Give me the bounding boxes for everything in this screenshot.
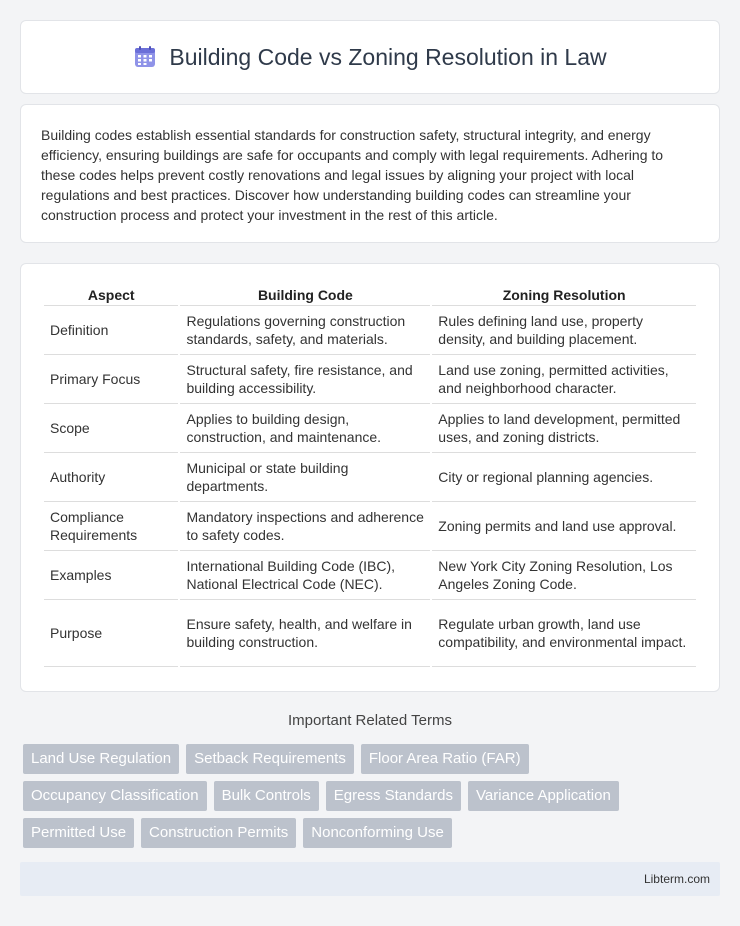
zoning-cell: City or regional planning agencies. <box>432 453 696 502</box>
table-row <box>44 306 696 355</box>
zoning-cell: Zoning permits and land use approval. <box>432 502 696 551</box>
table-row <box>44 551 696 600</box>
aspect-cell: Purpose <box>44 600 178 667</box>
term-tag[interactable]: Bulk Controls <box>214 781 319 811</box>
intro-card <box>20 104 720 243</box>
title-card <box>20 20 720 94</box>
related-terms-list <box>23 744 723 855</box>
footer-site-link[interactable]: Libterm.com <box>643 872 710 886</box>
building-code-cell: International Building Code (IBC), National Electrical Code (NEC). <box>180 551 430 600</box>
table-row <box>44 404 696 453</box>
building-code-cell: Municipal or state building departments. <box>180 453 430 502</box>
term-tag[interactable]: Construction Permits <box>141 818 296 848</box>
comparison-table-card <box>20 263 720 692</box>
table-row <box>44 453 696 502</box>
aspect-cell: Primary Focus <box>44 355 178 404</box>
tag-row <box>23 781 723 811</box>
column-header: Aspect <box>44 284 178 306</box>
building-code-cell: Applies to building design, construction, and maintenance. <box>180 404 430 453</box>
column-header: Zoning Resolution <box>432 284 696 306</box>
zoning-cell: Regulate urban growth, land use compatibility, and environmental impact. <box>432 600 696 667</box>
table-row <box>44 355 696 404</box>
building-code-cell: Mandatory inspections and adherence to safety codes. <box>180 502 430 551</box>
table-header-row <box>44 284 696 306</box>
term-tag[interactable]: Permitted Use <box>23 818 134 848</box>
comparison-table <box>42 284 698 667</box>
zoning-cell: Rules defining land use, property density, and building placement. <box>432 306 696 355</box>
term-tag[interactable]: Occupancy Classification <box>23 781 207 811</box>
aspect-cell: Scope <box>44 404 178 453</box>
building-code-cell: Structural safety, fire resistance, and building accessibility. <box>180 355 430 404</box>
table-row <box>44 502 696 551</box>
intro-paragraph: Building codes establish essential standards for construction safety, structural integrity, and energy efficiency, ensuring buildings are safe for occupants and comply with legal requirements. Adhering to these codes helps prevent costly renovations and legal issues by aligning your project with local regulations and best practices. Discover how understanding building codes can streamline your construction process and protect your investment in the rest of this article. <box>41 127 664 223</box>
tag-row <box>23 818 723 848</box>
table-row <box>44 600 696 667</box>
page-title: Building Code vs Zoning Resolution in Law <box>169 43 607 70</box>
calendar-grid-icon <box>133 45 157 69</box>
tag-row <box>23 744 723 774</box>
term-tag[interactable]: Variance Application <box>468 781 619 811</box>
building-code-cell: Ensure safety, health, and welfare in building construction. <box>180 600 430 667</box>
aspect-cell: Definition <box>44 306 178 355</box>
zoning-cell: Applies to land development, permitted uses, and zoning districts. <box>432 404 696 453</box>
aspect-cell: Authority <box>44 453 178 502</box>
term-tag[interactable]: Nonconforming Use <box>303 818 452 848</box>
zoning-cell: New York City Zoning Resolution, Los Angeles Zoning Code. <box>432 551 696 600</box>
term-tag[interactable]: Floor Area Ratio (FAR) <box>361 744 529 774</box>
aspect-cell: Compliance Requirements <box>44 502 178 551</box>
term-tag[interactable]: Egress Standards <box>326 781 461 811</box>
term-tag[interactable]: Setback Requirements <box>186 744 354 774</box>
term-tag[interactable]: Land Use Regulation <box>23 744 179 774</box>
footer <box>20 862 720 896</box>
zoning-cell: Land use zoning, permitted activities, and neighborhood character. <box>432 355 696 404</box>
column-header: Building Code <box>180 284 430 306</box>
aspect-cell: Examples <box>44 551 178 600</box>
building-code-cell: Regulations governing construction standards, safety, and materials. <box>180 306 430 355</box>
related-terms-heading: Important Related Terms <box>288 712 452 729</box>
